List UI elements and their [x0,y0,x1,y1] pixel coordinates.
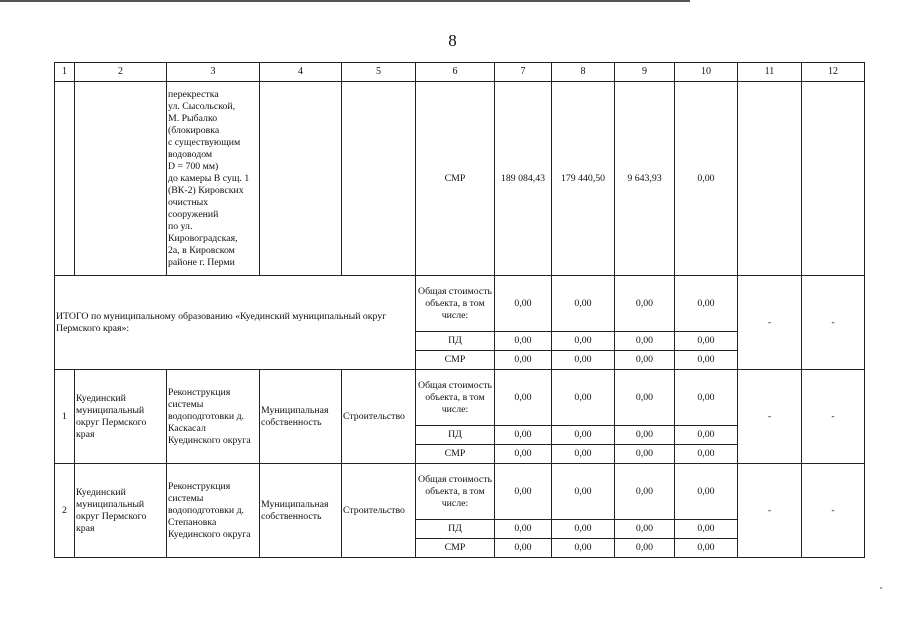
column-number: 12 [802,63,865,82]
column-number: 7 [495,63,552,82]
object-ownership: Муниципальная собственность [260,464,342,558]
col11-cell: - [738,276,802,370]
table-cell [260,82,342,276]
value-cell: 0,00 [675,82,738,276]
value-cell: 0,00 [615,539,675,558]
value-cell: 0,00 [675,276,738,332]
value-cell: 0,00 [552,351,615,370]
cost-type-cell: ПД [416,332,495,351]
object-number: 1 [55,370,75,464]
cost-type-cell: Общая стоимость объекта, в том числе: [416,370,495,426]
object-work-type: Строительство [342,464,416,558]
value-cell: 0,00 [552,370,615,426]
column-number: 1 [55,63,75,82]
col12-cell: - [802,370,865,464]
col11-cell: - [738,370,802,464]
value-cell: 0,00 [552,464,615,520]
cost-type-cell: СМР [416,351,495,370]
object-name: Реконструкция системы водоподготовки д. Каскасал Куединского округа [167,370,260,464]
value-cell: 0,00 [552,276,615,332]
value-cell: 0,00 [552,426,615,445]
cost-type-cell: ПД [416,426,495,445]
column-number: 4 [260,63,342,82]
cost-type-cell: ПД [416,520,495,539]
object-owner: Куединский муниципальный округ Пермского края [75,370,167,464]
column-number: 11 [738,63,802,82]
value-cell: 0,00 [675,539,738,558]
value-cell: 9 643,93 [615,82,675,276]
value-cell: 0,00 [615,276,675,332]
col12-cell: - [802,276,865,370]
object-row [55,370,865,426]
top-rule [0,0,690,2]
value-cell: 0,00 [675,332,738,351]
cost-type-cell: СМР [416,82,495,276]
total-row [55,276,865,332]
scan-speck [880,587,882,589]
value-cell: 0,00 [495,332,552,351]
cost-type-cell: Общая стоимость объекта, в том числе: [416,276,495,332]
value-cell: 0,00 [675,426,738,445]
continued-object-row [55,82,865,276]
col11-cell: - [738,464,802,558]
value-cell: 0,00 [675,445,738,464]
object-number: 2 [55,464,75,558]
value-cell: 0,00 [495,539,552,558]
column-number: 6 [416,63,495,82]
column-number: 9 [615,63,675,82]
value-cell: 0,00 [615,370,675,426]
col12-cell: - [802,464,865,558]
object-ownership: Муниципальная собственность [260,370,342,464]
object-name: Реконструкция системы водоподготовки д. Степановка Куединского округа [167,464,260,558]
value-cell: 0,00 [615,332,675,351]
value-cell: 0,00 [495,520,552,539]
value-cell: 0,00 [495,370,552,426]
object-owner: Куединский муниципальный округ Пермского края [75,464,167,558]
column-number: 10 [675,63,738,82]
column-number: 3 [167,63,260,82]
value-cell: 0,00 [495,426,552,445]
value-cell: 0,00 [675,370,738,426]
column-number: 8 [552,63,615,82]
value-cell: 0,00 [615,351,675,370]
cost-type-cell: СМР [416,445,495,464]
value-cell: 0,00 [615,520,675,539]
value-cell: 0,00 [615,464,675,520]
value-cell: 0,00 [675,520,738,539]
cost-type-cell: СМР [416,539,495,558]
value-cell: 0,00 [495,351,552,370]
value-cell: 0,00 [495,276,552,332]
column-number: 5 [342,63,416,82]
table-cell [342,82,416,276]
value-cell: 0,00 [552,539,615,558]
table-cell [802,82,865,276]
object-work-type: Строительство [342,370,416,464]
value-cell: 0,00 [552,520,615,539]
total-label: ИТОГО по муниципальному образованию «Куединский муниципальный округ Пермского края»: [55,276,416,370]
cost-type-cell: Общая стоимость объекта, в том числе: [416,464,495,520]
value-cell: 0,00 [615,445,675,464]
column-numbers-row [55,63,865,82]
column-number: 2 [75,63,167,82]
value-cell: 0,00 [675,351,738,370]
value-cell: 179 440,50 [552,82,615,276]
value-cell: 0,00 [552,332,615,351]
value-cell: 0,00 [675,464,738,520]
object-name-cell: перекрестка ул. Сысольской, М. Рыбалко (блокировка с существующим водоводом D = 700 мм) до камеры В сущ. 1 (ВК-2) Кировских очистных сооружений по ул. Кировоградская, 2а, в Кировском районе г. Перми [167,82,260,276]
investment-table [54,62,865,558]
value-cell: 0,00 [552,445,615,464]
value-cell: 0,00 [495,464,552,520]
table-cell [738,82,802,276]
value-cell: 0,00 [495,445,552,464]
object-row [55,464,865,520]
table-cell [75,82,167,276]
value-cell: 189 084,43 [495,82,552,276]
value-cell: 0,00 [615,426,675,445]
page-number: 8 [448,31,457,50]
table-cell [55,82,75,276]
